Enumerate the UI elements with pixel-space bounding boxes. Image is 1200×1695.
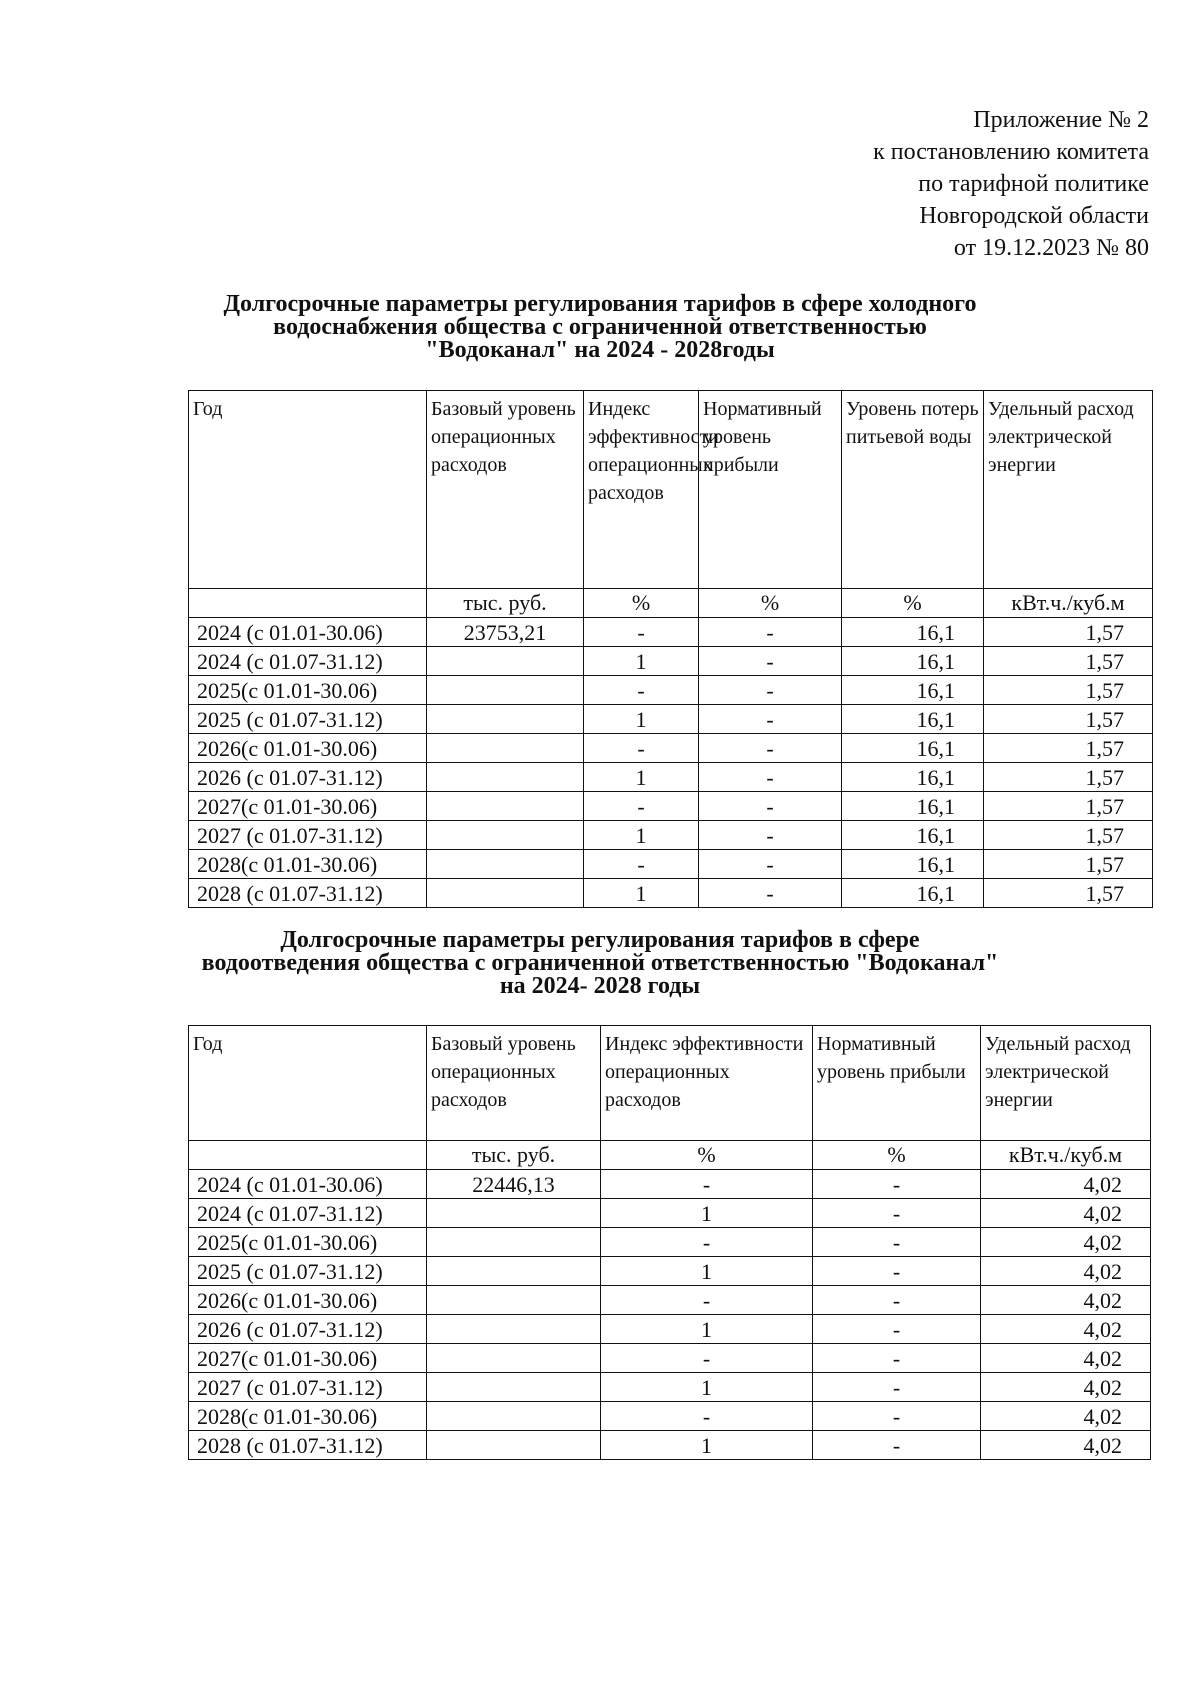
value-cell: - [584, 618, 699, 647]
value-cell: - [699, 676, 842, 705]
value-cell: 22446,13 [427, 1170, 601, 1199]
water-supply-table-body [189, 618, 1153, 908]
header-base-opex: Базовый уровень операционных расходов [427, 391, 584, 589]
value-cell: 16,1 [842, 676, 984, 705]
period-cell: 2025 (с 01.07-31.12) [189, 1257, 427, 1286]
value-cell: 4,02 [981, 1228, 1151, 1257]
value-cell [427, 1373, 601, 1402]
table-row [189, 1170, 1151, 1199]
table-row [189, 676, 1153, 705]
value-cell [427, 734, 584, 763]
value-cell: 1,57 [984, 705, 1153, 734]
unit-cell: тыс. руб. [427, 1141, 601, 1170]
value-cell [427, 1257, 601, 1286]
value-cell: 1,57 [984, 618, 1153, 647]
table-row [189, 792, 1153, 821]
value-cell [427, 821, 584, 850]
value-cell: - [813, 1286, 981, 1315]
value-cell [427, 1402, 601, 1431]
value-cell: 4,02 [981, 1170, 1151, 1199]
value-cell: - [699, 850, 842, 879]
unit-cell: % [699, 589, 842, 618]
table-row [189, 1257, 1151, 1286]
value-cell: - [601, 1228, 813, 1257]
value-cell [427, 705, 584, 734]
wastewater-table [188, 1025, 1151, 1460]
value-cell: - [813, 1431, 981, 1460]
value-cell [427, 792, 584, 821]
period-cell: 2025 (с 01.07-31.12) [189, 705, 427, 734]
water-supply-title [150, 293, 1050, 362]
value-cell: - [813, 1402, 981, 1431]
value-cell: 4,02 [981, 1315, 1151, 1344]
appendix-line: от 19.12.2023 № 80 [953, 235, 1149, 261]
header-profit-level: Нормативный уровень прибыли [813, 1026, 981, 1141]
unit-cell: кВт.ч./куб.м [984, 589, 1153, 618]
period-cell: 2026(с 01.01-30.06) [189, 1286, 427, 1315]
period-cell: 2027(с 01.01-30.06) [189, 1344, 427, 1373]
header-energy-consumption: Удельный расход электрической энергии [981, 1026, 1151, 1141]
period-cell: 2027 (с 01.07-31.12) [189, 1373, 427, 1402]
table-header-row [189, 1026, 1151, 1141]
value-cell [427, 1228, 601, 1257]
table-row [189, 879, 1153, 908]
value-cell: - [601, 1286, 813, 1315]
table-row [189, 821, 1153, 850]
value-cell: 16,1 [842, 647, 984, 676]
appendix-line: Приложение № 2 [973, 107, 1149, 133]
value-cell: - [813, 1373, 981, 1402]
period-cell: 2026 (с 01.07-31.12) [189, 763, 427, 792]
value-cell [427, 1199, 601, 1228]
value-cell: 1,57 [984, 792, 1153, 821]
value-cell: 1 [601, 1199, 813, 1228]
value-cell: 16,1 [842, 705, 984, 734]
period-cell: 2027 (с 01.07-31.12) [189, 821, 427, 850]
value-cell: 1 [584, 763, 699, 792]
value-cell: - [699, 705, 842, 734]
value-cell [427, 879, 584, 908]
period-cell: 2028(с 01.01-30.06) [189, 1402, 427, 1431]
value-cell: - [699, 618, 842, 647]
value-cell: 16,1 [842, 763, 984, 792]
title-line: Долгосрочные параметры регулирования тарифов в сфере [280, 927, 920, 953]
appendix-header [873, 104, 1149, 264]
period-cell: 2024 (с 01.01-30.06) [189, 618, 427, 647]
value-cell: - [699, 821, 842, 850]
value-cell: 1 [601, 1315, 813, 1344]
value-cell: 1,57 [984, 647, 1153, 676]
period-cell: 2024 (с 01.01-30.06) [189, 1170, 427, 1199]
value-cell: 4,02 [981, 1431, 1151, 1460]
title-line: водоотведения общества с ограниченной ответственностью "Водоканал" [201, 950, 999, 976]
value-cell: - [813, 1257, 981, 1286]
value-cell: 16,1 [842, 618, 984, 647]
period-cell: 2025(с 01.01-30.06) [189, 1228, 427, 1257]
header-efficiency-index: Индекс эффективности операционных расходов [601, 1026, 813, 1141]
value-cell: - [601, 1344, 813, 1373]
value-cell: 4,02 [981, 1257, 1151, 1286]
period-cell: 2028 (с 01.07-31.12) [189, 879, 427, 908]
title-line: водоснабжения общества с ограниченной ответственностью [273, 314, 927, 340]
period-cell: 2025(с 01.01-30.06) [189, 676, 427, 705]
value-cell: - [699, 734, 842, 763]
table-row [189, 1431, 1151, 1460]
period-cell: 2027(с 01.01-30.06) [189, 792, 427, 821]
value-cell: 1 [601, 1431, 813, 1460]
unit-cell: % [842, 589, 984, 618]
value-cell: - [699, 763, 842, 792]
header-year: Год [189, 1026, 427, 1141]
period-cell: 2028(с 01.01-30.06) [189, 850, 427, 879]
units-row [189, 589, 1153, 618]
value-cell [427, 647, 584, 676]
value-cell: - [699, 879, 842, 908]
value-cell: - [584, 734, 699, 763]
value-cell: 1,57 [984, 850, 1153, 879]
period-cell: 2026(с 01.01-30.06) [189, 734, 427, 763]
header-year: Год [189, 391, 427, 589]
unit-cell [189, 589, 427, 618]
value-cell: - [584, 676, 699, 705]
units-row [189, 1141, 1151, 1170]
table-row [189, 1286, 1151, 1315]
appendix-line: к постановлению комитета [873, 139, 1149, 165]
appendix-line: по тарифной политике [918, 171, 1149, 197]
value-cell: 1 [601, 1373, 813, 1402]
value-cell: 1 [584, 705, 699, 734]
title-line: на 2024- 2028 годы [499, 973, 701, 999]
value-cell: 16,1 [842, 879, 984, 908]
value-cell: - [584, 792, 699, 821]
table-row [189, 850, 1153, 879]
value-cell: 1 [584, 821, 699, 850]
value-cell: 16,1 [842, 734, 984, 763]
value-cell: 23753,21 [427, 618, 584, 647]
value-cell: - [601, 1402, 813, 1431]
header-profit-level: Нормативный уровень прибыли [699, 391, 842, 589]
value-cell: 4,02 [981, 1286, 1151, 1315]
table-row [189, 705, 1153, 734]
period-cell: 2024 (с 01.07-31.12) [189, 1199, 427, 1228]
value-cell [427, 850, 584, 879]
value-cell: 1,57 [984, 676, 1153, 705]
header-water-losses: Уровень потерь питьевой воды [842, 391, 984, 589]
value-cell [427, 1431, 601, 1460]
table-row [189, 1315, 1151, 1344]
unit-cell: тыс. руб. [427, 589, 584, 618]
header-efficiency-index: Индекс эффективности операционных расходов [584, 391, 699, 589]
title-line: Долгосрочные параметры регулирования тарифов в сфере холодного [223, 291, 977, 317]
table-row [189, 763, 1153, 792]
period-cell: 2028 (с 01.07-31.12) [189, 1431, 427, 1460]
value-cell: - [813, 1228, 981, 1257]
value-cell: 1 [584, 647, 699, 676]
water-supply-table [188, 390, 1153, 908]
table-row [189, 1344, 1151, 1373]
value-cell: 1 [601, 1257, 813, 1286]
value-cell: - [584, 850, 699, 879]
value-cell: - [699, 647, 842, 676]
value-cell: 4,02 [981, 1344, 1151, 1373]
value-cell: 1,57 [984, 821, 1153, 850]
table-header-row [189, 391, 1153, 589]
appendix-line: Новгородской области [919, 203, 1149, 229]
header-base-opex: Базовый уровень операционных расходов [427, 1026, 601, 1141]
table-row [189, 1199, 1151, 1228]
wastewater-table-body [189, 1170, 1151, 1460]
table-row [189, 1373, 1151, 1402]
value-cell: 1 [584, 879, 699, 908]
value-cell: - [699, 792, 842, 821]
period-cell: 2026 (с 01.07-31.12) [189, 1315, 427, 1344]
table-row [189, 1228, 1151, 1257]
value-cell: 4,02 [981, 1402, 1151, 1431]
unit-cell: % [584, 589, 699, 618]
value-cell: 4,02 [981, 1373, 1151, 1402]
value-cell: 16,1 [842, 792, 984, 821]
unit-cell: кВт.ч./куб.м [981, 1141, 1151, 1170]
value-cell [427, 676, 584, 705]
unit-cell [189, 1141, 427, 1170]
table-row [189, 618, 1153, 647]
value-cell: 4,02 [981, 1199, 1151, 1228]
table-row [189, 647, 1153, 676]
value-cell [427, 1315, 601, 1344]
table-row [189, 1402, 1151, 1431]
value-cell: - [813, 1170, 981, 1199]
period-cell: 2024 (с 01.07-31.12) [189, 647, 427, 676]
value-cell [427, 1286, 601, 1315]
value-cell [427, 1344, 601, 1373]
value-cell: 1,57 [984, 734, 1153, 763]
wastewater-title [150, 929, 1050, 998]
value-cell: 1,57 [984, 763, 1153, 792]
header-energy-consumption: Удельный расход электрической энергии [984, 391, 1153, 589]
value-cell: - [601, 1170, 813, 1199]
table-row [189, 734, 1153, 763]
value-cell [427, 763, 584, 792]
value-cell: 16,1 [842, 850, 984, 879]
value-cell: - [813, 1344, 981, 1373]
unit-cell: % [601, 1141, 813, 1170]
value-cell: - [813, 1199, 981, 1228]
title-line: "Водоканал" на 2024 - 2028годы [425, 337, 775, 363]
unit-cell: % [813, 1141, 981, 1170]
value-cell: 1,57 [984, 879, 1153, 908]
value-cell: - [813, 1315, 981, 1344]
value-cell: 16,1 [842, 821, 984, 850]
